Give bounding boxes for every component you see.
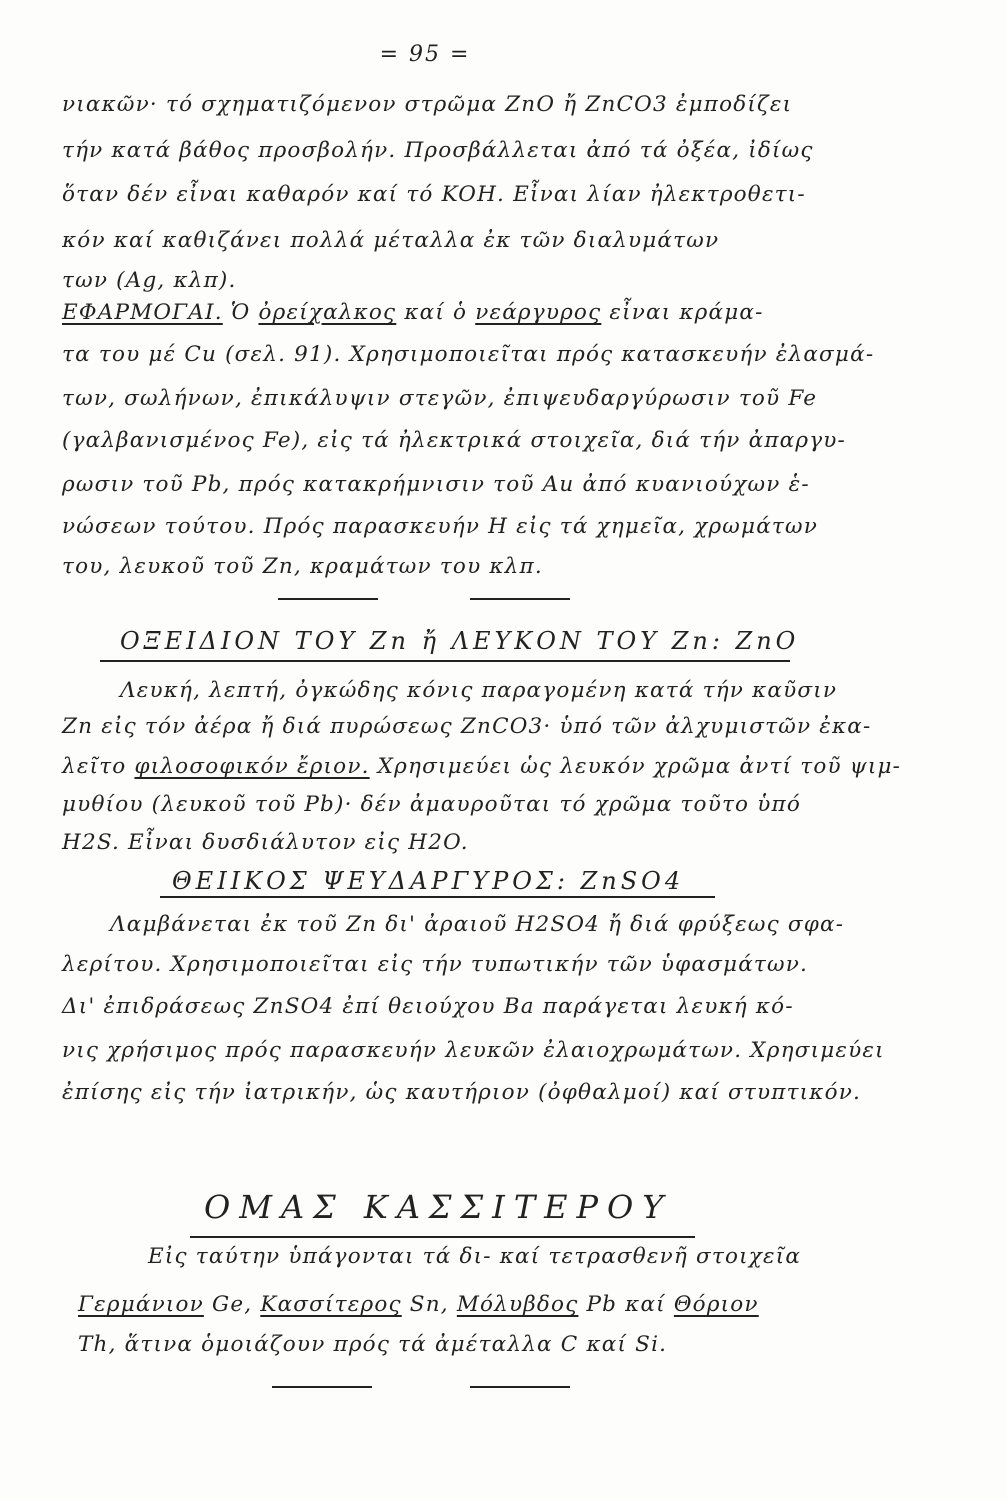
text-line: μυθίου (λευκοῦ τοῦ Pb)· δέν ἀμαυροῦται τό χρῶμα τοῦτο ὑπό [62,792,801,817]
applications-label: ΕΦΑΡΜΟΓΑΙ. [62,300,223,325]
text-line: των (Ag, κλπ). [62,268,237,293]
text-line: Λαμβάνεται ἐκ τοῦ Zn δι' ἀραιοῦ H2SO4 ἤ διά φρύξεως σφα- [110,912,845,937]
text-line: Λευκή, λεπτή, ὀγκώδης κόνις παραγομένη κατά τήν καῦσιν [120,678,838,703]
separator [272,1386,372,1388]
text-line: των, σωλήνων, ἐπικάλυψιν στεγῶν, ἐπιψευδαργύρωσιν τοῦ Fe [62,386,818,411]
separator [470,1386,570,1388]
text-line: Zn εἰς τόν ἀέρα ἤ διά πυρώσεως ZnCO3· ὑπό τῶν ἀλχυμιστῶν ἐκα- [62,714,872,739]
text-fragment: Ὁ [222,300,259,325]
heading-underline [100,660,790,662]
text-line: νιακῶν· τό σχηματιζόμενον στρῶμα ZnO ἤ ZnCO3 ἐμποδίζει [62,92,793,117]
germanium-term: Γερμάνιον [78,1292,204,1317]
separator [278,598,378,600]
znso4-heading: ΘΕΙΙΚΟΣ ΨΕΥΔΑΡΓΥΡΟΣ: ZnSO4 [172,867,685,895]
text-line: λερίτου. Χρησιμοποιεῖται εἰς τήν τυπωτικήν τῶν ὑφασμάτων. [62,952,809,977]
text-line [62,752,902,782]
thorium-term: Θόριον [673,1292,759,1317]
text-fragment: Ge, [203,1292,261,1317]
text-line: νώσεων τούτου. Πρός παρασκευήν H εἰς τά χημεῖα, χρωμάτων [62,514,819,539]
elements-line [78,1290,898,1320]
text-line: Δι' ἐπιδράσεως ZnSO4 ἐπί θειούχου Ba παράγεται λευκή κό- [62,994,794,1019]
heading-underline [160,896,715,898]
tin-group-title: ΟΜΑΣ ΚΑΣΣΙΤΕΡΟΥ [204,1188,673,1226]
nickel-silver-term: νεάργυρος [475,300,602,325]
text-line: Εἰς ταύτην ὑπάγονται τά δι- καί τετρασθενῆ στοιχεῖα [148,1244,802,1269]
lead-term: Μόλυβδος [456,1292,579,1317]
text-fragment: εἶναι κράμα- [601,300,764,325]
text-line: ρωσιν τοῦ Pb, πρός κατακρήμνισιν τοῦ Au ἀπό κυανιούχων ἑ- [62,472,810,497]
page-number: = 95 = [379,42,471,67]
text-line: νις χρήσιμος πρός παρασκευήν λευκῶν ἐλαιοχρωμάτων. Χρησιμεύει [62,1038,885,1063]
text-fragment: Sn, [401,1292,457,1317]
text-line: ὅταν δέν εἶναι καθαρόν καί τό KOH. Εἶναι λίαν ἠλεκτροθετι- [62,182,806,207]
text-line: τα του μέ Cu (σελ. 91). Χρησιμοποιεῖται πρός κατασκευήν ἐλασμά- [62,342,875,367]
text-fragment: Χρησιμεύει ὡς λευκόν χρῶμα ἀντί τοῦ ψιμ- [369,754,902,779]
philosophers-wool-term: φιλοσοφικόν ἔριον. [134,754,370,779]
text-line: του, λευκοῦ τοῦ Zn, κραμάτων του κλπ. [62,554,543,579]
text-fragment: Pb καί [578,1292,674,1317]
text-line: ἐπίσης εἰς τήν ἰατρικήν, ὡς καυτήριον (ὀφθαλμοί) καί στυπτικόν. [62,1080,862,1105]
applications-line [62,298,892,328]
zno-heading: ΟΞΕΙΔΙΟΝ ΤΟΥ Zn ἤ ΛΕΥΚΟΝ ΤΟΥ Zn: ZnO [120,627,800,655]
separator [470,598,570,600]
text-line: τήν κατά βάθος προσβολήν. Προσβάλλεται ἀπό τά ὀξέα, ἰδίως [62,138,814,163]
tin-term: Κασσίτερος [260,1292,402,1317]
text-fragment: καί ὁ [396,300,476,325]
text-line: (γαλβανισμένος Fe), εἰς τά ἠλεκτρικά στοιχεῖα, διά τήν ἀπαργυ- [62,428,847,453]
text-line: H2S. Εἶναι δυσδιάλυτον εἰς H2O. [62,830,469,855]
text-line: κόν καί καθιζάνει πολλά μέταλλα ἐκ τῶν διαλυμάτων [62,228,720,253]
text-line: Th, ἅτινα ὁμοιάζουν πρός τά ἀμέταλλα C καί Si. [78,1332,668,1357]
text-fragment: λεῖτο [62,754,135,779]
brass-term: ὀρείχαλκος [258,300,397,325]
heading-underline [190,1236,695,1238]
